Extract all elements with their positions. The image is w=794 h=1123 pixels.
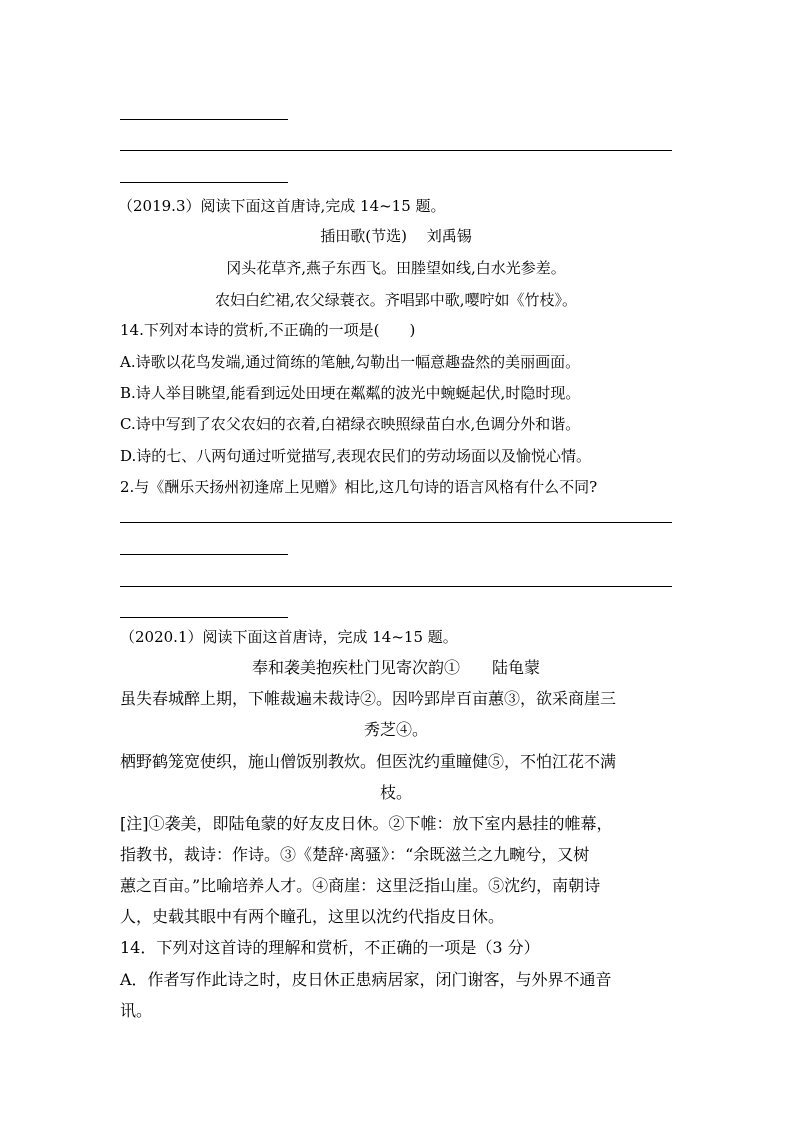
poem-line-continued: 秀芝④。 (363, 720, 428, 739)
annotation: 人，史载其眼中有两个瞳孔，这里以沈约代指皮日休。 (120, 907, 505, 926)
poem-line: 农妇白纻裙,农父绿蓑衣。齐唱郢中歌,嘤咛如《竹枝》。 (214, 291, 578, 309)
option-c: C.诗中写到了农父农妇的衣着,白裙绿衣映照绿苗白水,色调分外和谐。 (120, 415, 581, 433)
poem-line: 冈头花草齐,燕子东西飞。田塍望如线,白水光参差。 (226, 259, 566, 277)
annotation: [注]①袭美，即陆龟蒙的好友皮日休。②下帷：放下室内悬挂的帷幕， (120, 814, 613, 833)
answer-line (120, 119, 288, 120)
section-intro: （2020.1）阅读下面这首唐诗，完成 14~15 题。 (120, 628, 458, 646)
poem-line-continued: 枝。 (379, 783, 412, 802)
section-intro: （2019.3）阅读下面这首唐诗,完成 14~15 题。 (118, 197, 446, 215)
question-2: 2.与《酬乐天扬州初逢席上见赠》相比,这几句诗的语言风格有什么不同? (120, 478, 598, 496)
answer-line (120, 522, 672, 523)
poem-title: 奉和袭美抱疾杜门见寄次韵① 陆龟蒙 (251, 658, 540, 677)
poem-title: 插田歌(节选) 刘禹锡 (320, 227, 472, 245)
annotation: 蕙之百亩。”比喻培养人才。④商崖：这里泛指山崖。⑤沈约，南朝诗 (120, 876, 601, 895)
answer-line (120, 182, 288, 183)
option-a-continued: 讯。 (120, 1001, 153, 1020)
poem-line: 虽失春城醉上期，下帷裁遍未裁诗②。因吟郢岸百亩蕙③，欲采商崖三 (120, 689, 617, 708)
option-d: D.诗的七、八两句通过听觉描写,表现农民们的劳动场面以及愉悦心情。 (120, 447, 592, 465)
question-14: 14．下列对这首诗的理解和赏析，不正确的一项是（3 分） (120, 938, 540, 957)
annotation: 指教书，裁诗：作诗。③《楚辞·离骚》：“余既滋兰之九畹兮，又树 (120, 845, 590, 864)
option-a: A．作者写作此诗之时，皮日休正患病居家，闭门谢客，与外界不通音 (120, 970, 612, 989)
answer-line (120, 554, 288, 555)
option-b: B.诗人举目眺望,能看到远处田埂在粼粼的波光中蜿蜒起伏,时隐时现。 (120, 384, 581, 402)
answer-line (120, 617, 288, 618)
answer-line (120, 586, 672, 587)
poem-line: 栖野鹤笼宽使织，施山僧饭别教炊。但医沈约重瞳健⑤，不怕江花不满 (120, 752, 617, 771)
option-a: A.诗歌以花鸟发端,通过简练的笔触,勾勒出一幅意趣盎然的美丽画面。 (120, 353, 581, 371)
answer-line (120, 150, 672, 151)
question-14: 14.下列对本诗的赏析,不正确的一项是( ) (120, 321, 416, 339)
